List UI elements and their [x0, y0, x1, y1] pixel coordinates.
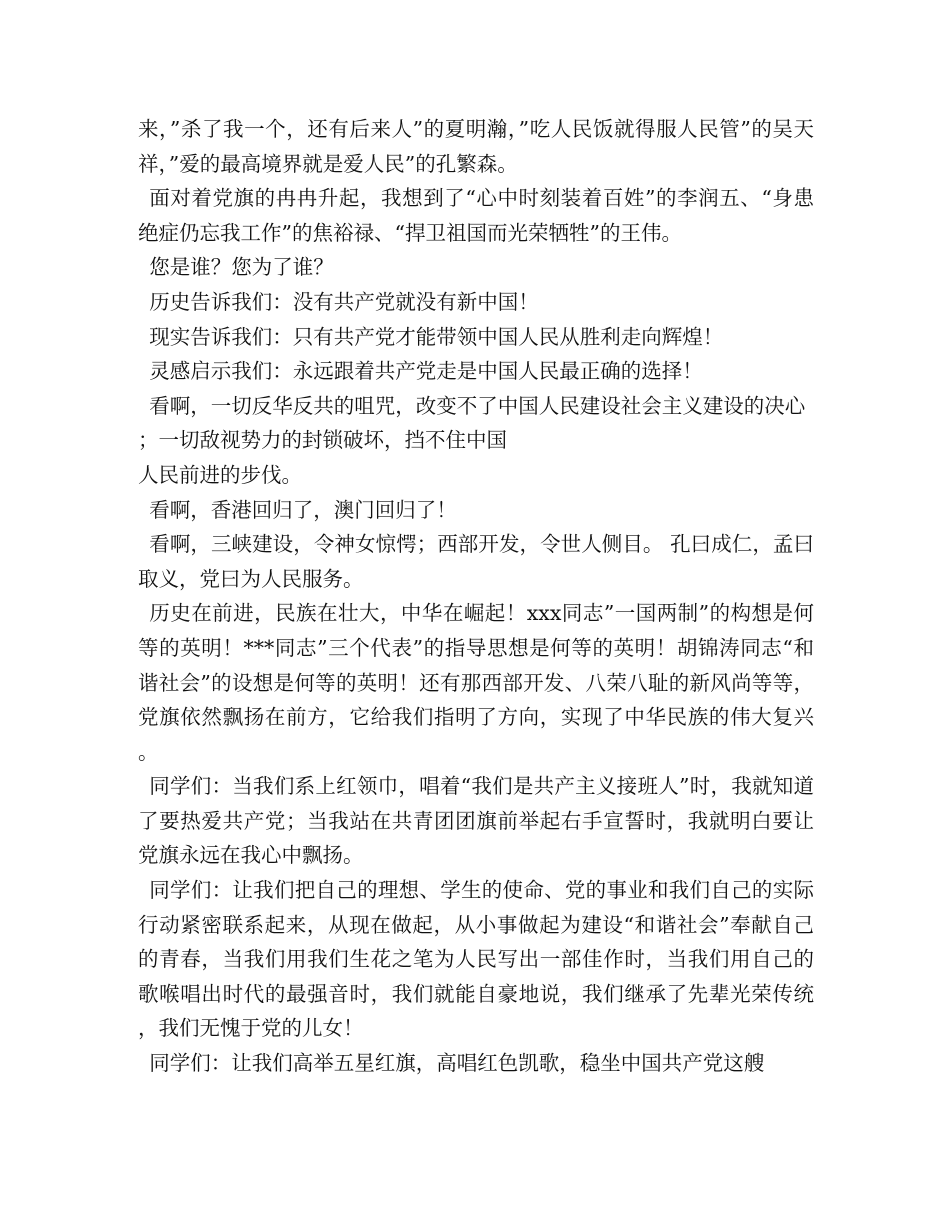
paragraph-raise-flag: 同学们：让我们高举五星红旗，高唱红色凯歌，稳坐中国共产党这艘: [149, 1051, 765, 1076]
paragraph-history-tells: 历史告诉我们：没有共产党就没有新中国！: [149, 289, 539, 314]
paragraph-inspiration-tells: 灵感启示我们：永远跟着共产党走是中国人民最正确的选择！: [149, 359, 703, 384]
paragraph-ideals-mission: 同学们：让我们把自己的理想、学生的使命、党的事业和我们自己的实际行动紧密联系起来，从现在做起，从小事做起为建设“和谐社会”奉献自己的青春，当我们用我们生花之笔为人民写出一部佳作时，当我们用自己的歌喉唱出时代的最强音时，我们就能自豪地说，我们继承了先辈光荣传统，我们无愧于党的儿女！: [138, 878, 814, 1041]
paragraph-reality-tells: 现实告诉我们：只有共产党才能带领中国人民从胜利走向辉煌！: [149, 324, 724, 349]
paragraph-history-advancing: 历史在前进，民族在壮大，中华在崛起！xxx同志”一国两制”的构想是何等的英明！***同志”三个代表”的指导思想是何等的英明！胡锦涛同志“和谐社会”的设想是何等的英明！还有那西部开发、八荣八耻的新风尚等等，党旗依然飘扬在前方，它给我们指明了方向，实现了中华民族的伟大复兴。: [138, 601, 814, 764]
paragraph-party-flag-heroes: 面对着党旗的冉冉升起，我想到了“心中时刻装着百姓”的李润五、“身患绝症仍忘我工作”的焦裕禄、“捍卫祖国而光荣牺牲”的王伟。: [138, 186, 814, 245]
paragraph-red-scarf: 同学们：当我们系上红领巾，唱着“我们是共产主义接班人”时，我就知道了要热爱共产党；当我站在共青团团旗前举起右手宣誓时，我就明白要让党旗永远在我心中飘扬。: [138, 774, 814, 868]
paragraph-hongkong-macau: 看啊，香港回归了，澳门回归了！: [149, 497, 457, 522]
paragraph-look-curses-end: 人民前进的步伐。: [138, 462, 302, 487]
paragraph-look-curses: 看啊，一切反华反共的咀咒，改变不了中国人民建设社会主义建设的决心；一切敌视势力的封锁破坏，挡不住中国: [138, 393, 806, 453]
paragraph-three-gorges: 看啊，三峡建设，令神女惊愕；西部开发，令世人侧目。 孔曰成仁，孟曰取义，党曰为人民服务。: [138, 532, 814, 591]
paragraph-who-are-you: 您是谁？您为了谁？: [149, 255, 334, 280]
paragraph-continuation: 来，”杀了我一个，还有后来人”的夏明瀚，”吃人民饭就得服人民管”的吴天祥，”爱的最高境界就是爱人民”的孔繁森。: [138, 117, 814, 176]
document-body: [138, 112, 814, 1081]
